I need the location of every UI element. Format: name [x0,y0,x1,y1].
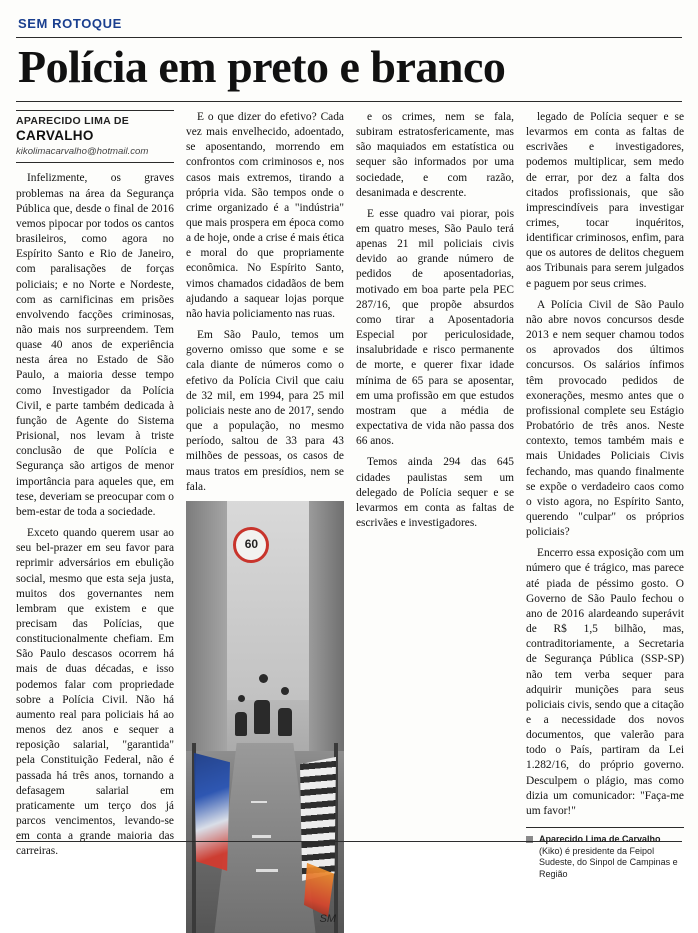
author-footnote [526,827,684,880]
illustration-column-spacer [186,501,344,933]
byline-name-line-2: CARVALHO [16,127,94,143]
column-3 [356,110,514,810]
column-4 [526,110,684,879]
author-footnote-name: Aparecido Lima de Carvalho [539,834,661,845]
paragraph: E o que dizer do efetivo? Cada vez mais envelhecido, adoentado, se aposentando, morrendo em confrontos com criminosos e, nos casos mais extremos, tirando a própria vida. São tempos onde o crime organizado é a "indústria" que mais prospera em época como a de hoje, onde a crise é mais ética e moral do que propriamente econômica. No Espírito Santo, vimos chamados cidadãos de bem ajudando a saquear lojas porque não havia policiamento nas ruas. [186,110,344,320]
paragraph: Em São Paulo, temos um governo omisso que some e se cala diante de números como o efetivo da Polícia Civil que caiu de 32 mil, em 1994, para 25 mil policiais neste ano de 2017, sendo que a população, no mesmo período, saltou de 33 para 43 milhões de pessoas, os casos de maus tratos em presídios, nem se fala. [186,329,344,493]
paragraph: legado de Polícia sequer e se levarmos em conta as faltas de escrivães e investigadores, podemos multiplicar, sem medo de errar, por dez a falta dos citados profissionais, que são imprescindíveis para investigar crimes, tocar inquéritos, identificar criminosos, enfim, para que os autores de delitos cheguem aos Tribunais para serem julgados e paguem por seus crimes. [526,110,684,290]
byline [16,110,174,164]
illustration-flag-cloth [194,753,230,871]
byline-name-line-1: APARECIDO LIMA DE [16,114,130,127]
byline-email[interactable]: kikolimacarvalho@hotmail.com [16,145,149,157]
rule-bottom [16,841,682,842]
column-1 [16,110,174,858]
illustration-wall-left [186,501,227,769]
column-2 [186,110,344,926]
illustration-figure-head [238,695,245,702]
illustration-road-stripe [251,801,267,803]
article-illustration [186,501,344,933]
paragraph: A Polícia Civil de São Paulo não abre novos concursos desde 2013 e nem sequer chamou todos os aprovados dos últimos concursos. Os salários ínfimos têm provocado pedidos de exonerações, mesmo antes que o profissional complete seu Estágio Probatório de três anos. Neste contexto, temos também mais e mais Unidades Policiais Civis fechando, mas quando finalmente se expõe o verdadeiro caos como o visto agora, no Espírito Santo, querendo "culpar" os próprios policiais? [526,298,684,539]
paragraph: Infelizmente, os graves problemas na área da Segurança Pública que, desde o final de 2016 vemos pipocar por todos os cantos brasileiros, como agora no Espírito Santo e Rio de Janeiro, com paralisações de forças policiais; e no Norte e Nordeste, com as carnificinas em prisões envolvendo facções criminosas, não mais nos surpreendem. Tem quase 40 anos de experiência nesta área no Estado de São Paulo, a maioria desse tempo como Investigador da Polícia Civil, e parte também dedicada à função de Agente do Sistema Prisional, nos levam à triste conclusão de que Polícia e Segurança são artigos de menor importância para aqueles que, em tese, deveriam se preocupar com o bem-estar de toda a sociedade. [16,172,174,518]
illustration-road-stripe [252,835,271,838]
article-columns [16,110,684,926]
byline-rule-bottom [16,162,174,163]
page-title: Polícia em preto e branco [18,41,506,92]
byline-rule-top [16,110,174,111]
illustration-figure-head [259,674,268,683]
illustration-flag-cloth [300,757,336,881]
author-footnote-rest: (Kiko) é presidente da Feipol Sudeste, do Sinpol de Campinas e Região [539,845,678,879]
illustration-figure-body [235,712,247,736]
illustrator-signature: SM [319,913,336,926]
rule-below-headline [16,101,682,102]
illustration-flag-left [188,743,234,933]
paragraph: Encerro essa exposição com um número que é trágico, mas parece até piada de péssimo gosto. O Governo de São Paulo fechou o ano de 2016 alardeando superávit de R$ 1,5 bilhão, mas, contraditoriamente, a Secretaria de Segurança Pública (SSP-SP) não tem verba sequer para adquirir munições para seus policiais civis, sendo que a citação e a necessidade dos novos documentos, que valerão para todo o País, partiram da Lei 1.282/16, do próprio governo. Desculpem o plágio, mas como dizia um comunicador: "Faça-me um favor!" [526,547,684,817]
rule-above-headline [16,37,682,38]
illustration-figure-body [278,708,292,736]
bullet-square-icon [526,836,533,843]
illustration-figure-head [281,687,289,695]
paragraph: Exceto quando querem usar ao seu bel-prazer em seu favor para reprimir adversários em ebulição social, mesmo que esta seja justa, muitos dos governantes nem lembram que existem e que precisam das Polícias, que constitucionalmente chefiam. Em São Paulo descasos ocorrem há mais de duas décadas, e isso podemos falar com propriedade sobre a Polícia Civil. Não há aumento real para policiais há ao menos dez anos e sequer a reposição salarial, "garantida" pela Constituição Federal, não é passada há três anos, tornando a defasagem salarial em praticamente um terço dos já parcos vencimentos, levando-se em conta a grande maioria das carreiras. [16,527,174,858]
section-kicker: SEM ROTOQUE [18,16,122,31]
illustration-wall-right [309,501,344,760]
illustration-figure-body [254,700,270,734]
paragraph: e os crimes, nem se fala, subiram estratosfericamente, mas são maquiados em estatística ou sequer são informados por uma sociedade, e com razão, desanimada e descrente. [356,110,514,199]
illustration-road-stripe [256,869,278,872]
illustration-flag-right [296,743,342,933]
speed-limit-sign-icon: 60 [233,527,269,563]
paragraph: E esse quadro vai piorar, pois em quatro meses, São Paulo terá apenas 21 mil policiais civis devido ao grande número de pedidos de aposentadorias, motivado em boa parte pela PEC 287/16, que propõe absurdos como tirar a Aposentadoria Especial por periculosidade, insalubridade e risco permanente de morte, e querer fixar idade mínima de 65 para se aposentar, em uma profissão em que estudos mostram que a média de expectativa de vida não passa dos 66 anos. [356,207,514,448]
paragraph: Temos ainda 294 das 645 cidades paulistas sem um delegado de Polícia sequer e se levarmos em conta as faltas de escrivães e investigadores. [356,456,514,529]
